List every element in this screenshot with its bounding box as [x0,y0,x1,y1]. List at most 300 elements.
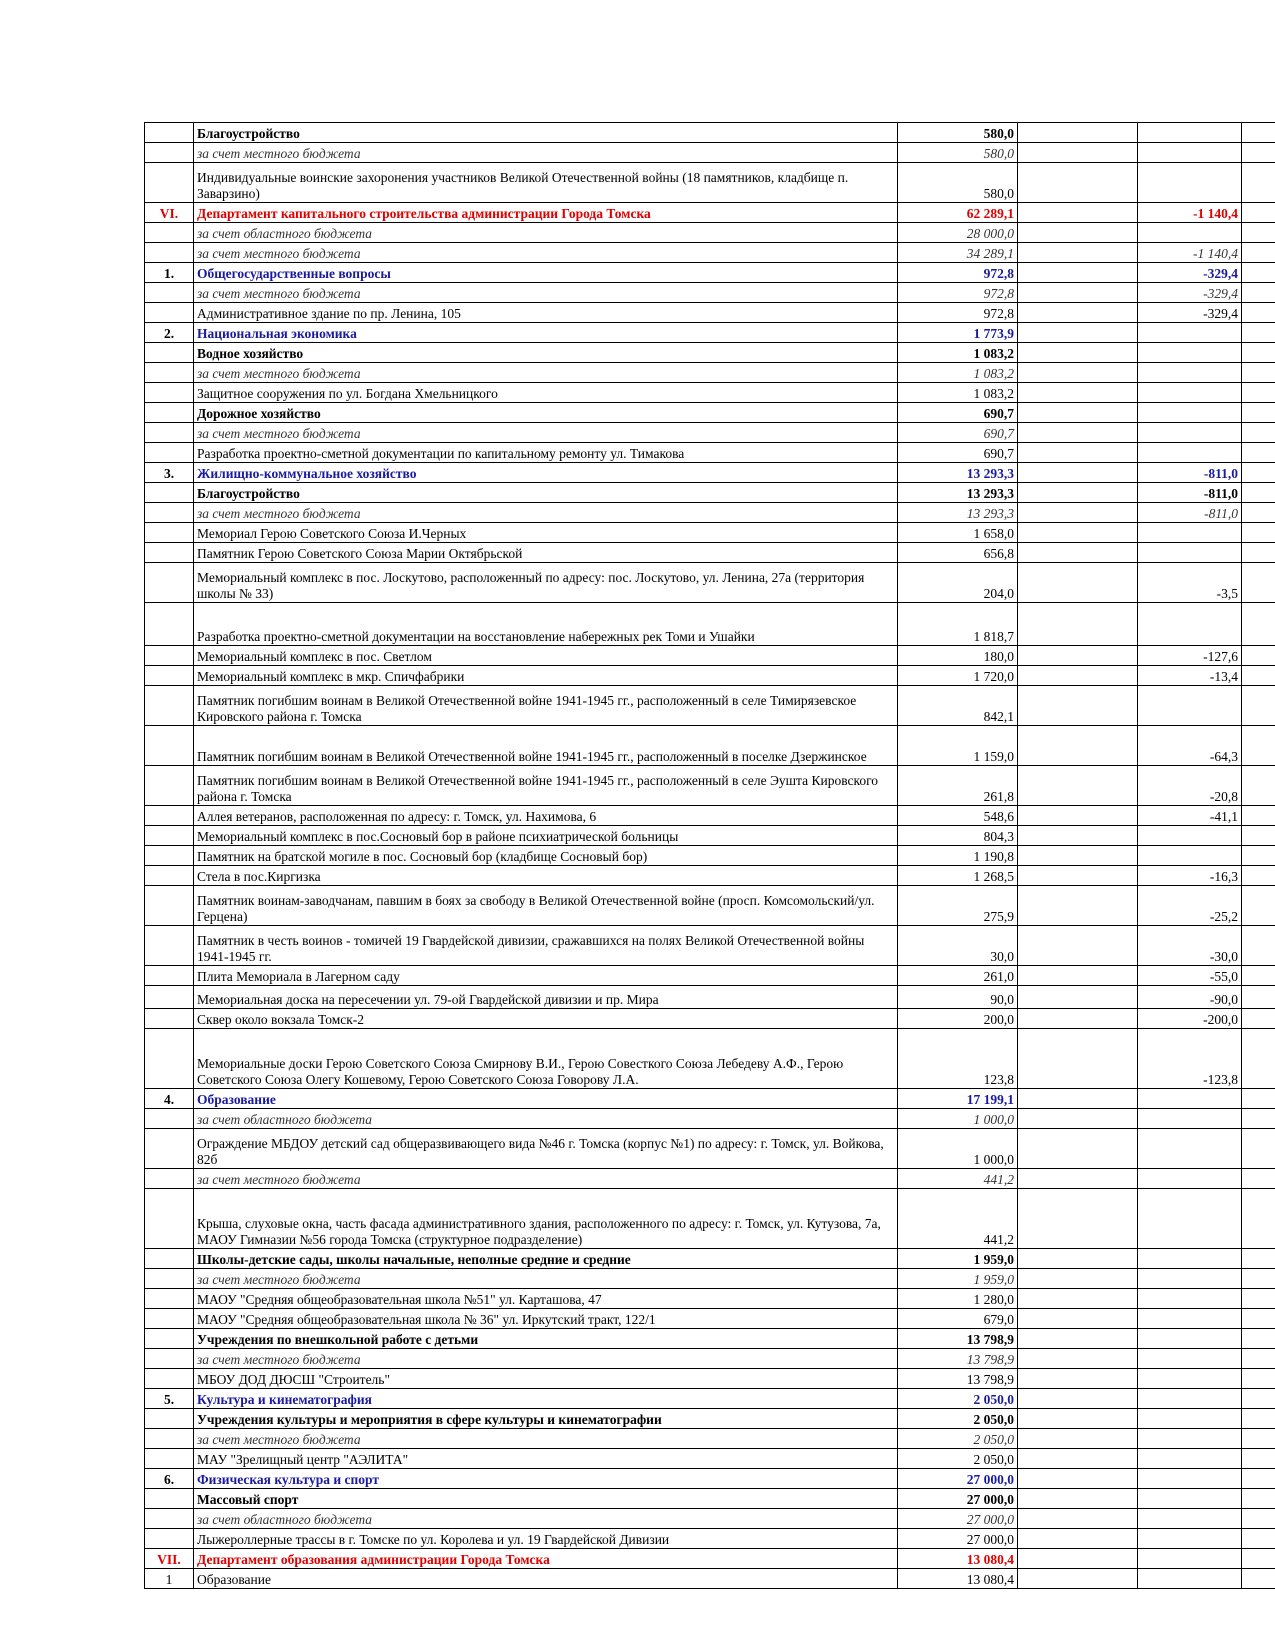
row-index [145,966,194,986]
row-amount: 1 818,7 [898,603,1018,646]
row-index [145,806,194,826]
row-amount: 972,8 [898,263,1018,283]
table-row [145,1249,1275,1269]
row-title: за счет местного бюджета [194,1429,898,1449]
row-change: -1 140,4 [1138,243,1242,263]
row-title: за счет местного бюджета [194,1269,898,1289]
empty-cell [1242,1449,1275,1469]
table-row [145,263,1275,283]
row-title: Культура и кинематография [194,1389,898,1409]
row-change: -329,4 [1138,303,1242,323]
empty-cell [1242,866,1275,886]
row-title: Водное хозяйство [194,343,898,363]
empty-cell [1018,1169,1138,1189]
row-index [145,543,194,563]
empty-cell [1018,123,1138,143]
row-change [1138,1529,1242,1549]
row-change [1138,686,1242,726]
row-title: Крыша, слуховые окна, часть фасада административного здания, расположенного по адресу: г. Томск, ул. Кутузова, 7а, МАОУ Гимназии №56 города Томска (структурное подразделение) [194,1189,898,1249]
empty-cell [1242,1129,1275,1169]
row-index [145,303,194,323]
row-title: Стела в пос.Киргизка [194,866,898,886]
row-title: за счет местного бюджета [194,143,898,163]
row-change [1138,1549,1242,1569]
row-change [1138,1349,1242,1369]
empty-cell [1018,143,1138,163]
row-index [145,243,194,263]
row-title: МАУ "Зрелищный центр "АЭЛИТА" [194,1449,898,1469]
empty-cell [1242,563,1275,603]
row-title: МАОУ "Средняя общеобразовательная школа № 36" ул. Иркутский тракт, 122/1 [194,1309,898,1329]
empty-cell [1242,1409,1275,1429]
empty-cell [1242,343,1275,363]
row-change [1138,846,1242,866]
row-title: Памятник погибшим воинам в Великой Отечественной войне 1941-1945 гг., расположенный в селе Тимирязевское Кировского района г. Томска [194,686,898,726]
row-amount: 1 280,0 [898,1289,1018,1309]
empty-cell [1242,483,1275,503]
empty-cell [1242,523,1275,543]
empty-cell [1018,1249,1138,1269]
table-row [145,1569,1275,1589]
table-row [145,603,1275,646]
row-amount: 580,0 [898,163,1018,203]
empty-cell [1018,1109,1138,1129]
row-title: Памятник воинам-заводчанам, павшим в боях за свободу в Великой Отечественной войне (просп. Комсомольский/ул. Герцена) [194,886,898,926]
row-index [145,1109,194,1129]
row-amount: 261,8 [898,766,1018,806]
empty-cell [1242,1569,1275,1589]
table-row [145,1509,1275,1529]
row-index: 1. [145,263,194,283]
row-index: VII. [145,1549,194,1569]
row-title: Национальная экономика [194,323,898,343]
row-change [1138,603,1242,646]
row-amount: 1 773,9 [898,323,1018,343]
row-amount: 441,2 [898,1169,1018,1189]
table-row [145,666,1275,686]
row-amount: 30,0 [898,926,1018,966]
empty-cell [1018,966,1138,986]
row-amount: 13 293,3 [898,503,1018,523]
empty-cell [1018,1569,1138,1589]
row-change [1138,523,1242,543]
row-index [145,726,194,766]
row-title: Памятник в честь воинов - томичей 19 Гвардейской дивизии, сражавшихся на полях Великой Отечественной войны 1941-1945 гг. [194,926,898,966]
empty-cell [1018,163,1138,203]
empty-cell [1018,646,1138,666]
row-change [1138,1189,1242,1249]
row-change [1138,403,1242,423]
row-index [145,1289,194,1309]
row-change [1138,143,1242,163]
row-index [145,1449,194,1469]
row-change [1138,1429,1242,1449]
empty-cell [1018,846,1138,866]
row-title: за счет областного бюджета [194,223,898,243]
empty-cell [1018,1309,1138,1329]
row-amount: 548,6 [898,806,1018,826]
empty-cell [1242,806,1275,826]
empty-cell [1018,1429,1138,1449]
empty-cell [1242,1529,1275,1549]
row-change [1138,1169,1242,1189]
row-title: за счет местного бюджета [194,243,898,263]
row-amount: 1 720,0 [898,666,1018,686]
row-index [145,1249,194,1269]
row-amount: 972,8 [898,303,1018,323]
row-change: -811,0 [1138,463,1242,483]
table-row [145,403,1275,423]
empty-cell [1018,283,1138,303]
row-change [1138,1489,1242,1509]
row-title: Образование [194,1569,898,1589]
row-title: Департамент образования администрации Города Томска [194,1549,898,1569]
empty-cell [1242,1189,1275,1249]
row-index [145,1169,194,1189]
empty-cell [1018,343,1138,363]
row-index [145,443,194,463]
row-index [145,423,194,443]
row-index [145,143,194,163]
row-title: за счет областного бюджета [194,1109,898,1129]
row-change: -16,3 [1138,866,1242,886]
table-row [145,886,1275,926]
empty-cell [1242,1429,1275,1449]
empty-cell [1018,403,1138,423]
empty-cell [1242,1309,1275,1329]
row-change [1138,123,1242,143]
empty-cell [1242,463,1275,483]
row-index [145,1409,194,1429]
empty-cell [1018,303,1138,323]
row-title: Мемориальные доски Герою Советского Союза Смирнову В.И., Герою Совесткого Союза Лебедеву А.Ф., Герою Советского Союза Олегу Кошевому, Герою Советского Союза Говорову Л.А. [194,1029,898,1089]
row-index [145,383,194,403]
empty-cell [1242,1029,1275,1089]
row-amount: 27 000,0 [898,1469,1018,1489]
empty-cell [1242,1549,1275,1569]
row-title: Массовый спорт [194,1489,898,1509]
row-title: за счет местного бюджета [194,283,898,303]
table-row [145,1029,1275,1089]
row-amount: 13 798,9 [898,1369,1018,1389]
row-title: Департамент капитального строительства администрации Города Томска [194,203,898,223]
empty-cell [1242,163,1275,203]
row-amount: 2 050,0 [898,1409,1018,1429]
row-index [145,686,194,726]
row-index [145,1529,194,1549]
empty-cell [1018,686,1138,726]
table-row [145,123,1275,143]
row-amount: 972,8 [898,283,1018,303]
row-title: Аллея ветеранов, расположенная по адресу: г. Томск, ул. Нахимова, 6 [194,806,898,826]
empty-cell [1242,886,1275,926]
row-amount: 13 080,4 [898,1549,1018,1569]
row-change: -329,4 [1138,263,1242,283]
empty-cell [1018,1089,1138,1109]
empty-cell [1242,926,1275,966]
table-row [145,1489,1275,1509]
empty-cell [1018,766,1138,806]
row-index [145,1509,194,1529]
empty-cell [1018,523,1138,543]
row-amount: 1 083,2 [898,383,1018,403]
empty-cell [1242,143,1275,163]
row-change: -1 140,4 [1138,203,1242,223]
row-title: Мемориал Герою Советского Союза И.Черных [194,523,898,543]
table-row [145,1409,1275,1429]
row-amount: 204,0 [898,563,1018,603]
row-index [145,363,194,383]
row-index [145,1129,194,1169]
row-title: Индивидуальные воинские захоронения участников Великой Отечественной войны (18 памятников, кладбище п. Заварзино) [194,163,898,203]
table-row [145,986,1275,1009]
row-index: 4. [145,1089,194,1109]
table-row [145,323,1275,343]
table-row [145,223,1275,243]
row-index [145,1309,194,1329]
row-index [145,483,194,503]
row-amount: 13 293,3 [898,463,1018,483]
empty-cell [1018,323,1138,343]
row-change [1138,1509,1242,1529]
row-index [145,163,194,203]
row-change [1138,223,1242,243]
row-change [1138,1249,1242,1269]
row-title: Мемориальный комплекс в пос. Лоскутово, расположенный по адресу: пос. Лоскутово, ул. Ленина, 27а (территория школы № 33) [194,563,898,603]
empty-cell [1242,243,1275,263]
row-change [1138,1389,1242,1409]
table-row [145,1429,1275,1449]
row-index: 3. [145,463,194,483]
row-change [1138,423,1242,443]
empty-cell [1242,1489,1275,1509]
row-amount: 200,0 [898,1009,1018,1029]
empty-cell [1242,443,1275,463]
row-title: Благоустройство [194,483,898,503]
table-row [145,283,1275,303]
row-amount: 13 798,9 [898,1329,1018,1349]
row-change: -90,0 [1138,986,1242,1009]
row-index [145,926,194,966]
table-row [145,1169,1275,1189]
table-row [145,966,1275,986]
row-title: Дорожное хозяйство [194,403,898,423]
empty-cell [1018,986,1138,1009]
table-row [145,826,1275,846]
row-title: Разработка проектно-сметной документации на восстановление набережных рек Томи и Ушайки [194,603,898,646]
row-change [1138,383,1242,403]
row-amount: 28 000,0 [898,223,1018,243]
empty-cell [1018,1369,1138,1389]
row-index [145,523,194,543]
empty-cell [1242,846,1275,866]
table-row [145,766,1275,806]
row-amount: 656,8 [898,543,1018,563]
row-title: Учреждения по внешкольной работе с детьми [194,1329,898,1349]
empty-cell [1018,1549,1138,1569]
row-change: -64,3 [1138,726,1242,766]
row-index [145,646,194,666]
row-amount: 13 798,9 [898,1349,1018,1369]
row-amount: 580,0 [898,143,1018,163]
empty-cell [1242,726,1275,766]
table-row [145,543,1275,563]
empty-cell [1018,1349,1138,1369]
row-index [145,846,194,866]
empty-cell [1242,403,1275,423]
row-change: -811,0 [1138,483,1242,503]
table-row [145,463,1275,483]
row-amount: 17 199,1 [898,1089,1018,1109]
row-amount: 27 000,0 [898,1529,1018,1549]
row-title: Жилищно-коммунальное хозяйство [194,463,898,483]
empty-cell [1242,263,1275,283]
row-change [1138,1369,1242,1389]
table-row [145,303,1275,323]
table-row [145,686,1275,726]
row-index: 6. [145,1469,194,1489]
empty-cell [1242,1509,1275,1529]
empty-cell [1018,726,1138,766]
row-change: -811,0 [1138,503,1242,523]
table-row [145,1389,1275,1409]
row-change [1138,826,1242,846]
table-row [145,1289,1275,1309]
table-row [145,926,1275,966]
row-change [1138,363,1242,383]
row-amount: 180,0 [898,646,1018,666]
row-index [145,666,194,686]
table-row [145,1469,1275,1489]
row-amount: 1 159,0 [898,726,1018,766]
empty-cell [1018,483,1138,503]
empty-cell [1242,1469,1275,1489]
empty-cell [1018,1529,1138,1549]
empty-cell [1242,283,1275,303]
row-change: -13,4 [1138,666,1242,686]
table-row [145,726,1275,766]
row-index [145,766,194,806]
empty-cell [1018,1489,1138,1509]
row-title: за счет местного бюджета [194,1169,898,1189]
empty-cell [1242,686,1275,726]
empty-cell [1242,1389,1275,1409]
table-row [145,1109,1275,1129]
row-title: Мемориальная доска на пересечении ул. 79-ой Гвардейской дивизии и пр. Мира [194,986,898,1009]
row-change: -3,5 [1138,563,1242,603]
table-row [145,143,1275,163]
row-amount: 1 959,0 [898,1269,1018,1289]
row-index [145,283,194,303]
table-row [145,1009,1275,1029]
empty-cell [1018,603,1138,646]
row-change: -123,8 [1138,1029,1242,1089]
row-change [1138,443,1242,463]
row-amount: 842,1 [898,686,1018,726]
row-amount: 1 190,8 [898,846,1018,866]
empty-cell [1018,1509,1138,1529]
row-index [145,123,194,143]
row-change: -41,1 [1138,806,1242,826]
row-title: Памятник погибшим воинам в Великой Отечественной войне 1941-1945 гг., расположенный в поселке Дзержинское [194,726,898,766]
row-amount: 1 268,5 [898,866,1018,886]
row-title: Благоустройство [194,123,898,143]
row-index [145,223,194,243]
table-row [145,503,1275,523]
empty-cell [1018,263,1138,283]
empty-cell [1242,1109,1275,1129]
row-index [145,1489,194,1509]
row-index [145,986,194,1009]
row-amount: 1 000,0 [898,1109,1018,1129]
row-index [145,866,194,886]
row-title: Общегосударственные вопросы [194,263,898,283]
row-amount: 27 000,0 [898,1509,1018,1529]
table-row [145,1549,1275,1569]
row-change [1138,1329,1242,1349]
row-amount: 123,8 [898,1029,1018,1089]
empty-cell [1242,363,1275,383]
table-row [145,1269,1275,1289]
row-title: Мемориальный комплекс в пос. Светлом [194,646,898,666]
row-title: Сквер около вокзала Томск-2 [194,1009,898,1029]
budget-table-body [145,123,1275,1589]
row-title: Лыжероллерные трассы в г. Томске по ул. Королева и ул. 19 Гвардейской Дивизии [194,1529,898,1549]
table-row [145,563,1275,603]
empty-cell [1018,666,1138,686]
row-index: 2. [145,323,194,343]
row-title: Разработка проектно-сметной документации по капитальному ремонту ул. Тимакова [194,443,898,463]
empty-cell [1242,986,1275,1009]
row-index [145,1029,194,1089]
empty-cell [1018,1289,1138,1309]
row-title: за счет местного бюджета [194,363,898,383]
empty-cell [1018,826,1138,846]
row-amount: 2 050,0 [898,1429,1018,1449]
table-row [145,363,1275,383]
empty-cell [1018,1009,1138,1029]
row-amount: 2 050,0 [898,1449,1018,1469]
table-row [145,1309,1275,1329]
empty-cell [1242,826,1275,846]
row-amount: 90,0 [898,986,1018,1009]
empty-cell [1242,543,1275,563]
empty-cell [1018,1329,1138,1349]
empty-cell [1242,223,1275,243]
row-title: МАОУ "Средняя общеобразовательная школа №51" ул. Карташова, 47 [194,1289,898,1309]
row-index [145,343,194,363]
table-row [145,866,1275,886]
empty-cell [1018,1389,1138,1409]
row-index [145,1349,194,1369]
row-index [145,1329,194,1349]
row-title: Ограждение МБДОУ детский сад общеразвивающего вида №46 г. Томска (корпус №1) по адресу: г. Томск, ул. Войкова, 82б [194,1129,898,1169]
table-row [145,383,1275,403]
row-amount: 679,0 [898,1309,1018,1329]
row-index [145,603,194,646]
table-row [145,1089,1275,1109]
table-row [145,846,1275,866]
row-index [145,1369,194,1389]
table-row [145,443,1275,463]
empty-cell [1018,926,1138,966]
row-amount: 27 000,0 [898,1489,1018,1509]
empty-cell [1018,1469,1138,1489]
row-change: -55,0 [1138,966,1242,986]
empty-cell [1018,223,1138,243]
row-index [145,1429,194,1449]
empty-cell [1242,1169,1275,1189]
